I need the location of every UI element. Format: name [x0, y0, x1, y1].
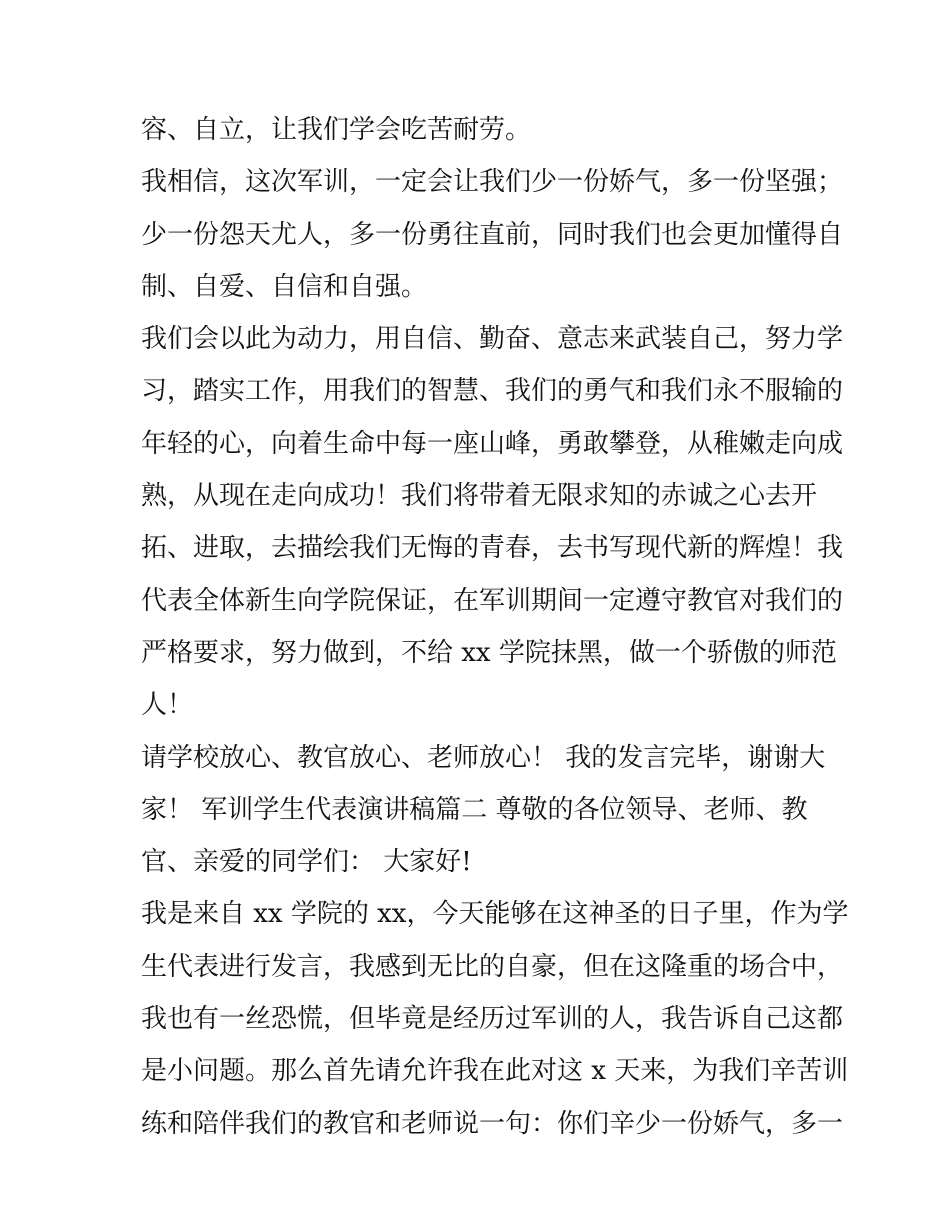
document-body	[141, 104, 849, 1150]
text-line: 练和陪伴我们的教官和老师说一句：你们辛少一份娇气，多一	[141, 1108, 844, 1139]
text-line: 年轻的心，向着生命中每一座山峰，勇敢攀登，从稚嫩走向成	[141, 428, 844, 459]
text-line: 官、亲爱的同学们： 大家好!	[141, 847, 472, 878]
text-line: 生代表进行发言，我感到无比的自豪，但在这隆重的场合中，	[141, 951, 844, 982]
text-line: 我相信，这次军训，一定会让我们少一份娇气，多一份坚强；	[141, 167, 844, 198]
text-line: 我是来自 xx 学院的 xx，今天能够在这神圣的日子里，作为学	[141, 899, 849, 930]
text-line: 拓、进取，去描绘我们无悔的青春，去书写现代新的辉煌！我	[141, 533, 844, 564]
text-line: 熟，从现在走向成功！我们将带着无限求知的赤诚之心去开	[141, 481, 818, 512]
text-line: 我们会以此为动力，用自信、勤奋、意志来武装自己，努力学	[141, 324, 844, 355]
text-line: 少一份怨天尤人，多一份勇往直前，同时我们也会更加懂得自	[141, 219, 844, 250]
text-line: 严格要求，努力做到，不给 xx 学院抹黑，做一个骄傲的师范	[141, 637, 837, 668]
text-line: 习，踏实工作，用我们的智慧、我们的勇气和我们永不服输的	[141, 376, 844, 407]
text-line: 家！ 军训学生代表演讲稿篇二 尊敬的各位领导、老师、教	[141, 794, 808, 825]
text-line: 人！	[141, 690, 194, 721]
text-line: 我也有一丝恐慌，但毕竟是经历过军训的人，我告诉自己这都	[141, 1004, 844, 1035]
text-line: 是小问题。那么首先请允许我在此对这 x 天来，为我们辛苦训	[141, 1056, 849, 1087]
text-line: 代表全体新生向学院保证，在军训期间一定遵守教官对我们的	[141, 585, 844, 616]
text-line: 容、自立，让我们学会吃苦耐劳。	[141, 115, 532, 145]
text-line: 制、自爱、自信和自强。	[141, 271, 428, 302]
text-line: 请学校放心、教官放心、老师放心！ 我的发言完毕，谢谢大	[141, 742, 826, 773]
